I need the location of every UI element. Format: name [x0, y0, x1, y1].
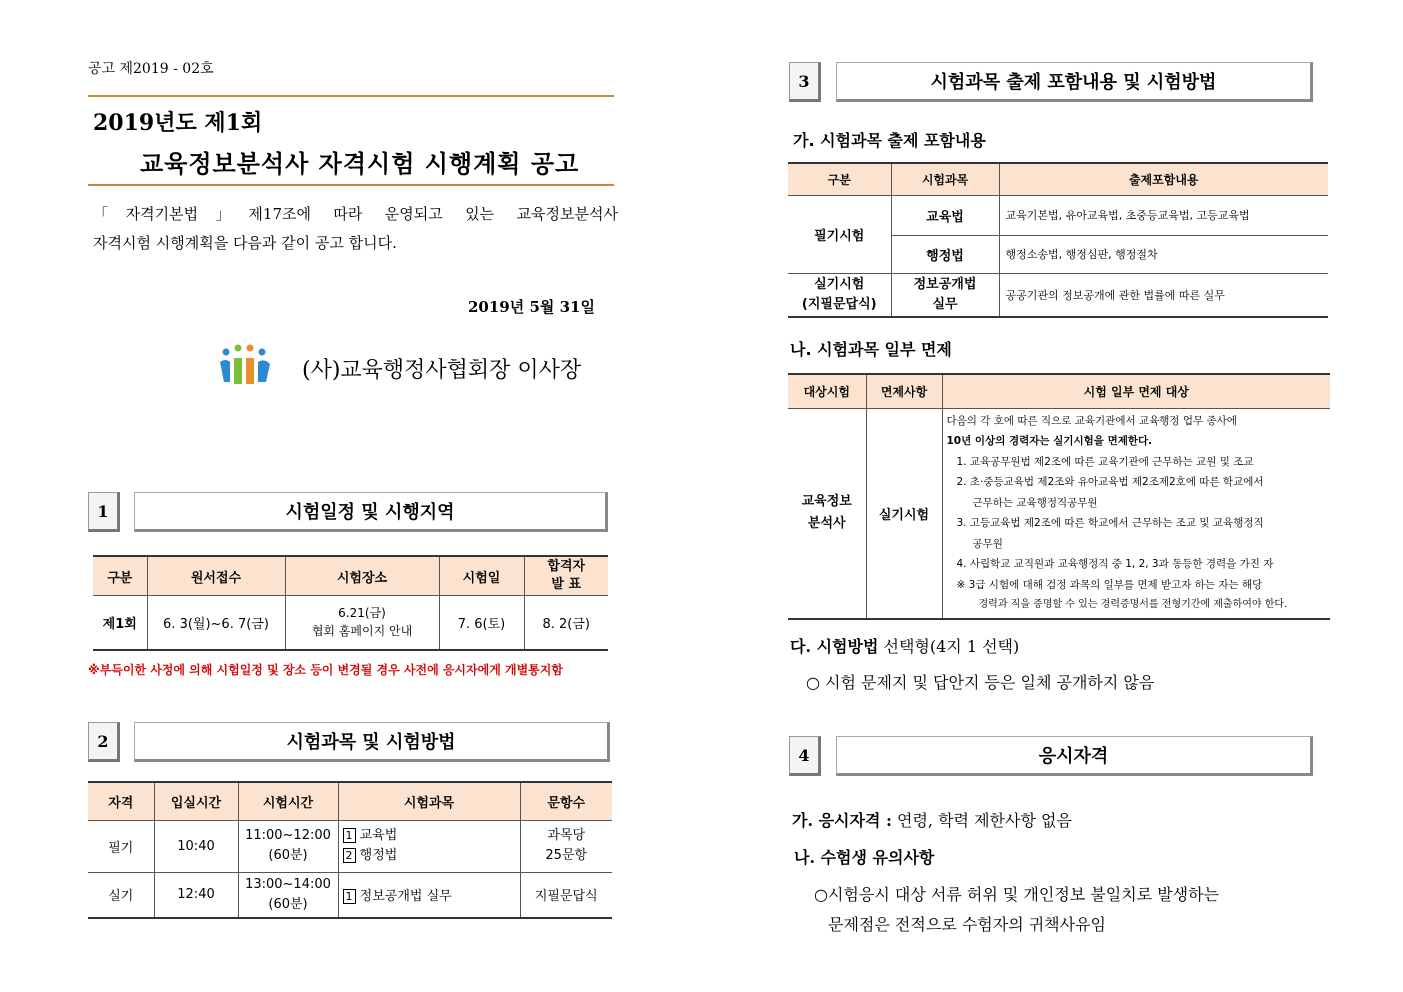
- section1-title: 시험일정 및 시행지역: [134, 492, 608, 532]
- page-title: 교육정보분석사 자격시험 시행계획 공고: [140, 149, 580, 178]
- section3-title: 시험과목 출제 포함내용 및 시험방법: [836, 62, 1313, 102]
- section4-title: 응시자격: [836, 736, 1313, 776]
- section4-sub-b: 나. 수험생 유의사항: [794, 848, 935, 867]
- section2-number: 2: [88, 722, 120, 762]
- table-cell: 교육기본법, 유아교육법, 초중등교육법, 고등교육법: [999, 195, 1328, 235]
- table-cell: 지필문답식: [520, 872, 612, 918]
- table-cell: 제1회: [93, 596, 147, 650]
- table-cell: 교육법: [891, 195, 999, 235]
- table-cell: 교육정보 분석사: [788, 408, 866, 619]
- col-header: 시험장소: [285, 556, 439, 596]
- table-cell: 6. 3(월)~6. 7(금): [147, 596, 285, 650]
- section3-number: 3: [789, 62, 821, 102]
- table-cell: 1 정보공개법 실무: [338, 872, 520, 918]
- section4-bullet: ○시험응시 대상 서류 허위 및 개인정보 불일치로 발생하는 문제점은 전적으로 수험자의 귀책사유임: [814, 885, 1220, 934]
- title-line1: 2019년도 제1회: [93, 110, 263, 136]
- subjects-table: [88, 781, 612, 919]
- announcement-date: 2019년 5월 31일: [468, 298, 595, 316]
- col-header: 합격자 발 표: [524, 556, 608, 596]
- section2-title: 시험과목 및 시험방법: [134, 722, 610, 762]
- col-header: 대상시험: [788, 374, 866, 408]
- section3-sub-b: 나. 시험과목 일부 면제: [790, 340, 952, 359]
- table-cell: 행정소송법, 행정심판, 행정절차: [999, 235, 1328, 273]
- col-header: 시험시간: [238, 782, 338, 820]
- section4-number: 4: [789, 736, 821, 776]
- col-header: 입실시간: [154, 782, 238, 820]
- col-header: 시험일: [439, 556, 524, 596]
- col-header: 시험과목: [338, 782, 520, 820]
- people-logo-icon: [216, 342, 276, 386]
- table-cell: 필기시험: [788, 195, 891, 273]
- col-header: 구분: [93, 556, 147, 596]
- table-cell: 1 교육법 2 행정법: [338, 820, 520, 872]
- table-cell: 행정법: [891, 235, 999, 273]
- content-table: [788, 162, 1328, 318]
- intro-line1: 「자격기본법」제17조에 따라 운영되고 있는 교육정보분석사: [93, 205, 618, 223]
- exemption-table: [788, 373, 1330, 620]
- col-header: 자격: [88, 782, 154, 820]
- table-cell: 다음의 각 호에 따른 직으로 교육기관에서 교육행정 업무 종사에 10년 이상의 경력자는 실기시험을 면제한다. 1. 교육공무원법 제2조에 따른 교육기관에 근무하는 교원 및 조교 2. 초·중등교육법 제2조와 유아교육법 제2조제2호에 따른 학교에서 근무하는 교육행정직공무원 3. 고등교육법 제2조에 따른 학교에서 근무하는 조교 및 교육행정직 공무원 4. 사립학교 교직원과 교육행정직 중 1, 2, 3과 동등한 경력을 가진 자 ※ 3급 시험에 대해 검정 과목의 일부를 면제 받고자 하는 자는 해당 경력과 직을 증명할 수 있는 경력증명서를 전형기간에 제출하여야 한다.: [942, 408, 1330, 619]
- title-top-rule: [88, 95, 614, 97]
- title-bottom-rule: [88, 184, 614, 186]
- table-cell: 필기: [88, 820, 154, 872]
- table-cell: 실기시험: [866, 408, 942, 619]
- col-header: 출제포함내용: [999, 163, 1328, 195]
- schedule-table: [93, 555, 608, 651]
- section3-sub-a: 가. 시험과목 출제 포함내용: [793, 131, 986, 150]
- table-cell: 과목당 25문항: [520, 820, 612, 872]
- table-cell: 실기: [88, 872, 154, 918]
- col-header: 원서접수: [147, 556, 285, 596]
- table-cell: 7. 6(토): [439, 596, 524, 650]
- col-header: 문항수: [520, 782, 612, 820]
- table-cell: 10:40: [154, 820, 238, 872]
- table-cell: 정보공개법 실무: [891, 273, 999, 317]
- col-header: 면제사항: [866, 374, 942, 408]
- organization-name: (사)교육행정사협회장 이사장: [302, 358, 582, 383]
- col-header: 시험과목: [891, 163, 999, 195]
- notice-number: 공고 제2019 - 02호: [88, 61, 214, 77]
- section1-number: 1: [88, 492, 120, 532]
- table-cell: 11:00~12:00 (60분): [238, 820, 338, 872]
- table-cell: 13:00~14:00 (60분): [238, 872, 338, 918]
- table-cell: 실기시험 (지필문답식): [788, 273, 891, 317]
- section4-sub-a: 가. 응시자격 : 연령, 학력 제한사항 없음: [792, 811, 1072, 830]
- table-cell: 12:40: [154, 872, 238, 918]
- intro-line2: 자격시험 시행계획을 다음과 같이 공고 합니다.: [93, 234, 397, 252]
- table-cell: 6.21(금) 협회 홈페이지 안내: [285, 596, 439, 650]
- schedule-change-notice: ※부득이한 사정에 의해 시험일정 및 장소 등이 변경될 경우 사전에 응시자에게 개별통지함: [88, 663, 563, 677]
- section3-sub-c-bullet: ○ 시험 문제지 및 답안지 등은 일체 공개하지 않음: [806, 673, 1155, 692]
- table-cell: 8. 2(금): [524, 596, 608, 650]
- section3-sub-c: 다. 시험방법 선택형(4지 1 선택): [790, 637, 1020, 656]
- col-header: 구분: [788, 163, 891, 195]
- table-cell: 공공기관의 정보공개에 관한 법률에 따른 실무: [999, 273, 1328, 317]
- col-header: 시험 일부 면제 대상: [942, 374, 1330, 408]
